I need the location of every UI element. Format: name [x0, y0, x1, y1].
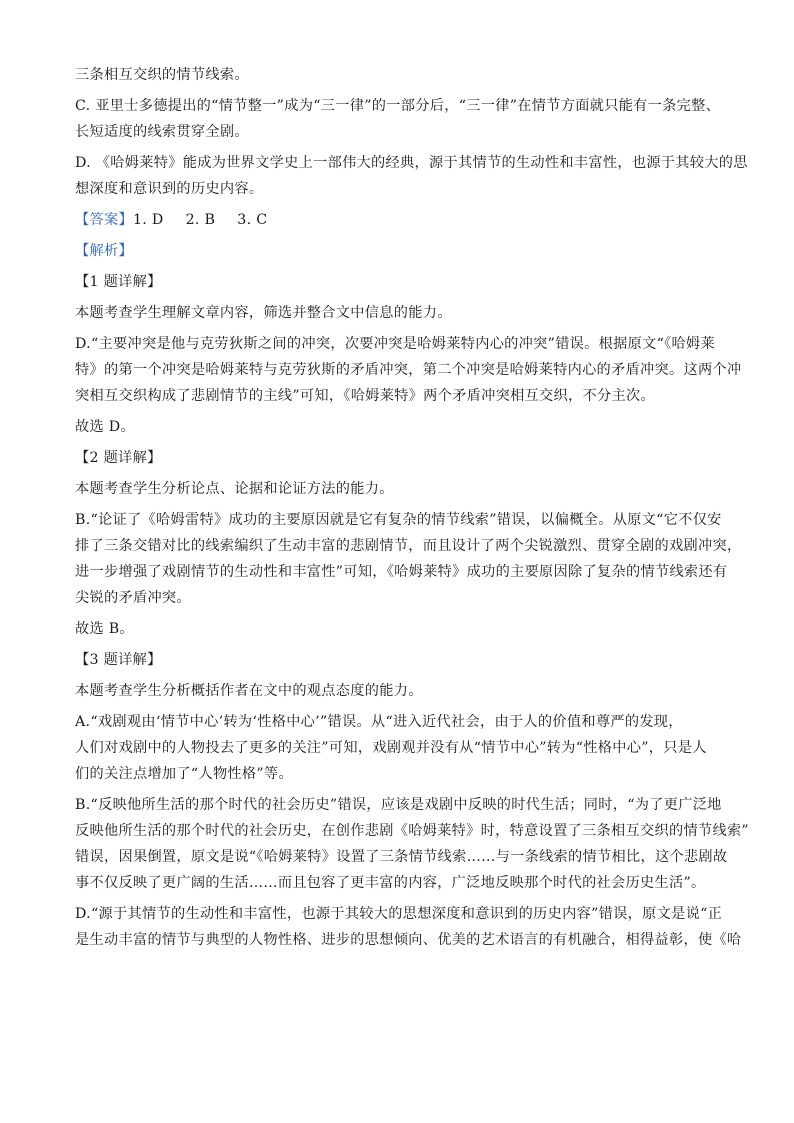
answer-item-1: 1. D: [132, 212, 164, 228]
q3-d-line-1: D.“源于其情节的生动性和丰富性，也源于其较大的思想深度和意识到的历史内容”错误，原文是说“正: [75, 906, 723, 922]
document-page: [75, 62, 749, 953]
option-c-line-1: C. 亚里士多德提出的“情节整一”成为“三一律”的一部分后，“三一律”在情节方面就只能有一条完整、: [75, 98, 721, 114]
q1-conclusion: 故选 D。: [75, 419, 135, 435]
q3-b-line-1: B.“反映他所生活的那个时代的社会历史”错误，应该是戏剧中反映的时代生活；同时，“为了更广泛地: [75, 797, 722, 813]
q3-intro: 本题考查学生分析概括作者在文中的观点态度的能力。: [75, 683, 423, 699]
q3-d-line-2: 是生动丰富的情节与典型的人物性格、进步的思想倾向、优美的艺术语言的有机融合，相得益彰，使《哈: [75, 932, 742, 948]
option-d-line-2: 想深度和意识到的历史内容。: [75, 181, 264, 197]
answer-item-2: 2. B: [185, 212, 216, 228]
q3-b-line-3: 错误，因果倒置，原文是说“《哈姆莱特》设置了三条情节线索……与一条线索的情节相比，这个悲剧故: [75, 849, 728, 865]
q3-heading: 【3 题详解】: [75, 652, 162, 668]
q1-line-1: D.“主要冲突是他与克劳狄斯之间的冲突，次要冲突是哈姆莱特内心的冲突”错误。根据原文“《哈姆莱: [75, 336, 716, 352]
q2-intro: 本题考查学生分析论点、论据和论证方法的能力。: [75, 481, 394, 497]
q2-conclusion: 故选 B。: [75, 621, 134, 637]
option-c-line-2: 长短适度的线索贯穿全剧。: [75, 124, 249, 140]
q2-heading: 【2 题详解】: [75, 450, 162, 466]
q2-line-1: B.“论证了《哈姆雷特》成功的主要原因就是它有复杂的情节线索”错误，以偏概全。从原文“它不仅安: [75, 512, 722, 528]
q3-a-line-2: 人们对戏剧中的人物投去了更多的关注”可知，戏剧观并没有从“情节中心”转为“性格中心”，只是人: [75, 740, 707, 756]
q3-b-line-2: 反映他所生活的那个时代的社会历史，在创作悲剧《哈姆莱特》时，特意设置了三条相互交织的情节线索”: [75, 823, 749, 839]
option-d-line-1: D. 《哈姆莱特》能成为世界文学史上一部伟大的经典，源于其情节的生动性和丰富性，也源于其较大的思: [75, 155, 748, 171]
q2-line-2: 排了三条交错对比的线索编织了生动丰富的悲剧情节，而且设计了两个尖锐激烈、贯穿全剧的戏剧冲突，: [75, 538, 742, 554]
q2-line-3: 进一步增强了戏剧情节的生动性和丰富性”可知，《哈姆莱特》成功的主要原因除了复杂的情节线索还有: [75, 564, 728, 580]
q1-heading: 【1 题详解】: [75, 274, 162, 290]
answer-tag: 【答案】: [75, 212, 133, 228]
answer-line: [75, 207, 725, 233]
q3-a-line-3: 们的关注点增加了“人物性格”等。: [75, 766, 293, 782]
q2-line-4: 尖锐的矛盾冲突。: [75, 590, 191, 606]
q3-a-line-1: A.“戏剧观由‘情节中心’转为‘性格中心’”错误。从“进入近代社会，由于人的价值和尊严的发现，: [75, 714, 683, 730]
q1-intro: 本题考查学生理解文章内容，筛选并整合文中信息的能力。: [75, 305, 452, 321]
q3-b-line-4: 事不仅反映了更广阔的生活……而且包容了更丰富的内容，广泛地反映那个时代的社会历史生活”。: [75, 875, 706, 891]
q1-line-2: 特》的第一个冲突是哈姆莱特与克劳狄斯的矛盾冲突，第二个冲突是哈姆莱特内心的矛盾冲突。这两个冲: [75, 362, 742, 378]
analysis-tag: 【解析】: [75, 243, 133, 259]
q1-line-3: 突相互交织构成了悲剧情节的主线”可知，《哈姆莱特》两个矛盾冲突相互交织，不分主次。: [75, 388, 655, 404]
option-c-continued-line: 三条相互交织的情节线索。: [75, 67, 249, 83]
answer-item-3: 3. C: [237, 212, 268, 228]
